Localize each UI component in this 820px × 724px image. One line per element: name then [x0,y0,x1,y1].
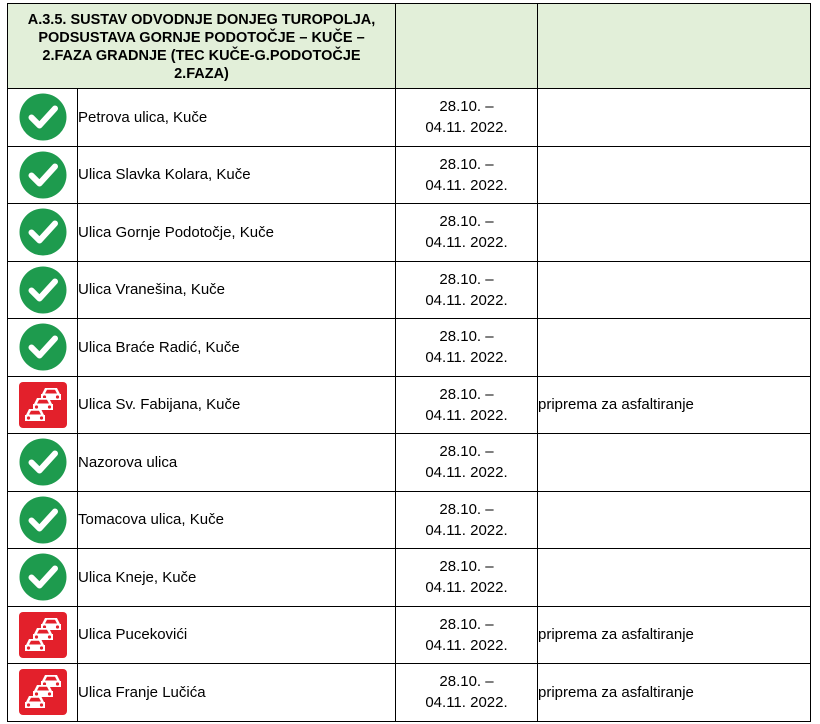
table-row [8,434,811,492]
status-cell [8,549,78,607]
check-icon [19,323,67,371]
section-title-line: PODSUSTAVA GORNJE PODOTOČJE – KUČE – [38,30,365,46]
street-name: Ulica Kneje, Kuče [78,549,396,607]
status-note [538,491,811,549]
traffic-jam-icon [19,612,67,658]
street-name: Ulica Braće Radić, Kuče [78,319,396,377]
date-end: 04.11. 2022. [425,291,508,309]
status-note [538,319,811,377]
status-cell [8,261,78,319]
street-name: Ulica Pucekovići [78,606,396,664]
section-title-line: A.3.5. SUSTAV ODVODNJE DONJEG TUROPOLJA, [27,12,376,28]
date-range-cell [396,549,538,607]
traffic-jam-icon [19,669,67,715]
check-icon [19,266,67,314]
date-start: 28.10. – [439,213,494,231]
date-range-cell [396,89,538,147]
status-cell [8,376,78,434]
status-cell [8,204,78,262]
table-row [8,491,811,549]
status-note: priprema za asfaltiranje [538,664,811,722]
header-note-cell [538,4,811,89]
table-row [8,664,811,722]
date-end: 04.11. 2022. [425,636,508,654]
check-icon [19,93,67,141]
status-cell [8,491,78,549]
date-range-cell [396,261,538,319]
roadworks-table [7,3,811,722]
date-end: 04.11. 2022. [425,406,508,424]
street-name: Petrova ulica, Kuče [78,89,396,147]
check-icon [19,438,67,486]
date-start: 28.10. – [439,615,494,633]
status-cell [8,606,78,664]
date-end: 04.11. 2022. [425,234,508,252]
date-end: 04.11. 2022. [425,464,508,482]
date-end: 04.11. 2022. [425,579,508,597]
street-name: Tomacova ulica, Kuče [78,491,396,549]
date-start: 28.10. – [439,385,494,403]
street-name: Ulica Franje Lučića [78,664,396,722]
date-range-cell [396,434,538,492]
status-note [538,89,811,147]
status-note [538,434,811,492]
street-name: Ulica Sv. Fabijana, Kuče [78,376,396,434]
table-row [8,89,811,147]
status-note [538,549,811,607]
date-start: 28.10. – [439,443,494,461]
status-cell [8,664,78,722]
date-end: 04.11. 2022. [425,521,508,539]
traffic-jam-icon [19,382,67,428]
section-title-cell [8,4,396,89]
table-row [8,146,811,204]
table-row [8,606,811,664]
status-note [538,204,811,262]
date-range-cell [396,204,538,262]
status-note: priprema za asfaltiranje [538,376,811,434]
check-icon [19,151,67,199]
date-range-cell [396,319,538,377]
date-range-cell [396,606,538,664]
street-name: Ulica Vranešina, Kuče [78,261,396,319]
date-start: 28.10. – [439,155,494,173]
date-start: 28.10. – [439,98,494,116]
date-end: 04.11. 2022. [425,119,508,137]
section-title-line: 2.FAZA GRADNJE (TEC KUČE-G.PODOTOČJE [42,48,361,64]
section-title [8,7,395,85]
street-name: Nazorova ulica [78,434,396,492]
date-end: 04.11. 2022. [425,694,508,712]
table-header-row [8,4,811,89]
header-date-cell [396,4,538,89]
table-row [8,204,811,262]
table-body [8,4,811,722]
date-start: 28.10. – [439,270,494,288]
status-cell [8,434,78,492]
check-icon [19,208,67,256]
status-cell [8,319,78,377]
status-cell [8,89,78,147]
date-range-cell [396,491,538,549]
table-row [8,549,811,607]
date-start: 28.10. – [439,673,494,691]
check-icon [19,496,67,544]
table-row [8,376,811,434]
street-name: Ulica Gornje Podotočje, Kuče [78,204,396,262]
section-title-line: 2.FAZA) [174,66,229,82]
status-note [538,146,811,204]
date-start: 28.10. – [439,328,494,346]
table-row [8,319,811,377]
date-end: 04.11. 2022. [425,349,508,367]
check-icon [19,553,67,601]
status-note [538,261,811,319]
status-cell [8,146,78,204]
date-range-cell [396,146,538,204]
date-start: 28.10. – [439,500,494,518]
date-range-cell [396,376,538,434]
street-name: Ulica Slavka Kolara, Kuče [78,146,396,204]
table-row [8,261,811,319]
status-note: priprema za asfaltiranje [538,606,811,664]
date-range-cell [396,664,538,722]
date-start: 28.10. – [439,558,494,576]
date-end: 04.11. 2022. [425,176,508,194]
